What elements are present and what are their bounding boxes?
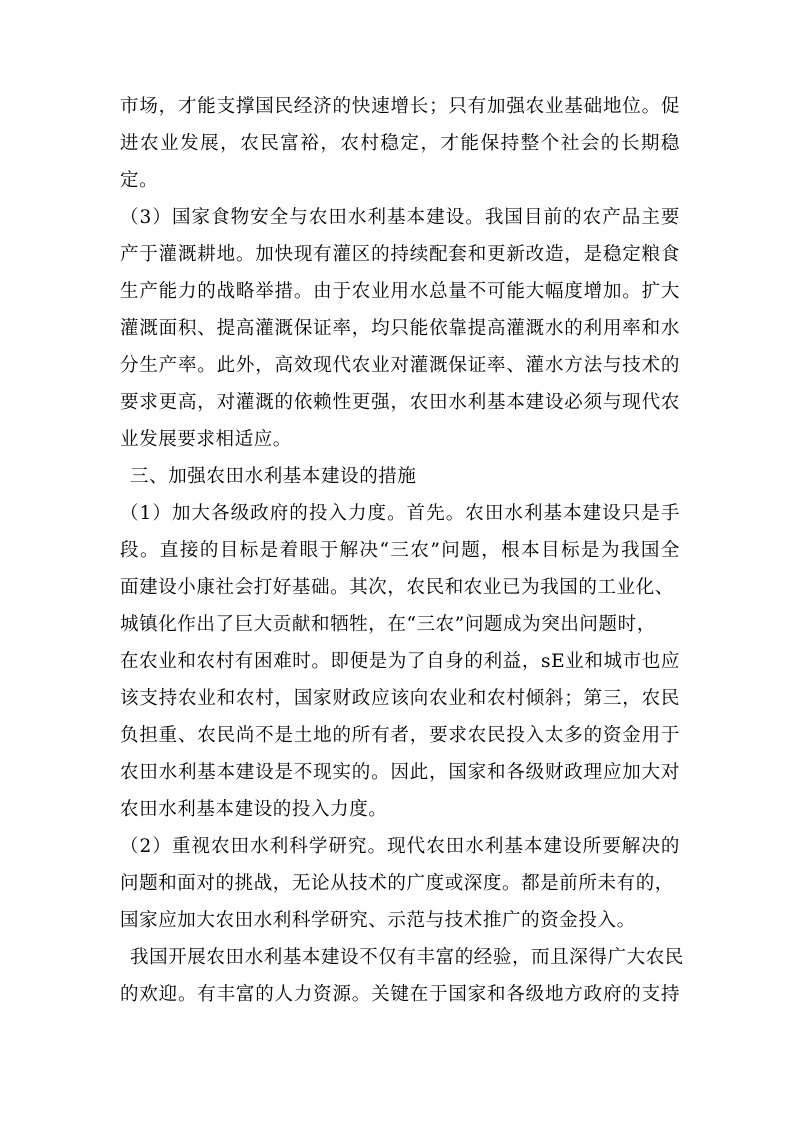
text-line: 生产能力的战略举措。由于农业用水总量不可能大幅度增加。扩大 [120,281,680,302]
text-line: 农田水利基本建设的投入力度。 [120,799,388,820]
text-line: 产于灌溉耕地。加快现有灌区的持续配套和更新改造，是稳定粮食 [120,244,680,265]
text-line: 面建设小康社会打好基础。其次，农民和农业已为我国的工业化、 [120,577,674,598]
text-line: 该支持农业和农村，国家财政应该向农业和农村倾斜；第三，农民 [120,688,680,709]
section-heading: 三、加强农田水利基本建设的措施 [130,466,417,487]
text-line: 农田水利基本建设是不现实的。因此，国家和各级财政理应加大对 [120,762,680,783]
text-line: 负担重、农民尚不是土地的所有者，要求农民投入太多的资金用于 [120,725,680,746]
text-line: 灌溉面积、提高灌溉保证率，均只能依靠提高灌溉水的利用率和水 [120,318,680,339]
text-line: （3）国家食物安全与农田水利基本建设。我国目前的农产品主要 [120,207,680,228]
text-line: （1）加大各级政府的投入力度。首先。农田水利基本建设只是手 [120,503,680,524]
text-line: 市场，才能支撑国民经济的快速增长；只有加强农业基础地位。促 [120,96,680,117]
text-line: 国家应加大农田水利科学研究、示范与技术推广的资金投入。 [120,910,636,931]
text-line: 问题和面对的挑战，无论从技术的广度或深度。都是前所未有的， [120,873,674,894]
text-line: 要求更高，对灌溉的依赖性更强，农田水利基本建设必须与现代农 [120,392,680,413]
text-line: 分生产率。此外，高效现代农业对灌溉保证率、灌水方法与技术的 [120,355,680,376]
text-line: 在农业和农村有困难时。即便是为了自身的利益，sE业和城市也应 [120,651,680,672]
text-line: 业发展要求相适应。 [120,429,292,450]
text-line: 的欢迎。有丰富的人力资源。关键在于国家和各级地方政府的支持 [120,984,680,1005]
text-line: 定。 [120,170,159,191]
text-line: 我国开展农田水利基本建设不仅有丰富的经验，而且深得广大农民 [130,947,684,968]
text-line: 进农业发展，农民富裕，农村稳定，才能保持整个社会的长期稳 [120,133,680,154]
text-line: 段。直接的目标是着眼于解决“三农”问题，根本目标是为我国全 [120,540,680,561]
text-line: 城镇化作出了巨大贡献和牺牲，在“三农”问题成为突出问题时， [120,614,656,635]
text-line: （2）重视农田水利科学研究。现代农田水利基本建设所要解决的 [120,836,680,857]
